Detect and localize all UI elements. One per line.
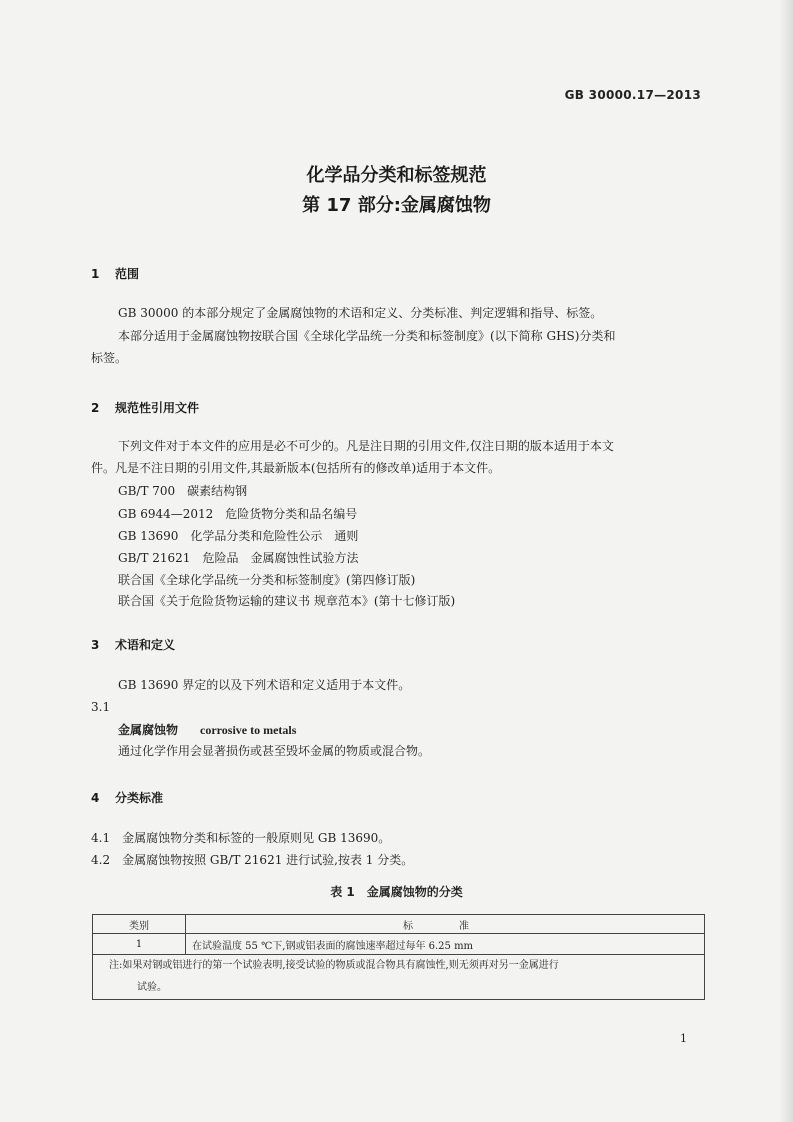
column-header-criterion: 标 准: [186, 915, 705, 934]
classification-table: [92, 914, 705, 1000]
table-header-row: [93, 915, 705, 934]
section-number: 2: [91, 401, 100, 415]
section-title: 分类标准: [115, 791, 164, 805]
paragraph: 本部分适用于金属腐蚀物按联合国《全球化学品统一分类和标签制度》(以下简称 GHS)分类和: [118, 329, 616, 343]
document-title: 化学品分类和标签规范: [306, 165, 487, 186]
reference-item: GB/T 21621 危险品 金属腐蚀性试验方法: [118, 551, 359, 565]
page-number: 1: [680, 1032, 687, 1045]
section-3-heading: [91, 636, 175, 653]
note-line: 试验。: [137, 982, 167, 993]
paragraph-continued: 标签。: [91, 351, 128, 365]
document-subtitle: 第 17 部分:金属腐蚀物: [302, 195, 491, 216]
paragraph: 下列文件对于本文件的应用是必不可少的。凡是注日期的引用文件,仅注日期的版本适用于本文: [118, 439, 614, 453]
section-number: 4: [91, 791, 100, 805]
table-note: [93, 955, 705, 1000]
section-2-heading: [91, 399, 199, 416]
table-caption: 表 1 金属腐蚀物的分类: [330, 885, 463, 899]
term-english: corrosive to metals: [200, 723, 297, 737]
reference-item: GB 6944—2012 危险货物分类和品名编号: [118, 507, 358, 521]
section-4-heading: [91, 789, 163, 806]
section-title: 术语和定义: [115, 638, 176, 652]
column-header-category: 类别: [93, 915, 186, 934]
section-number: 1: [91, 267, 100, 281]
reference-item: 联合国《关于危险货物运输的建议书 规章范本》(第十七修订版): [118, 594, 456, 608]
criterion-cell: 在试验温度 55 ℃下,钢或铝表面的腐蚀速率超过每年 6.25 mm: [186, 934, 705, 955]
category-cell: 1: [93, 934, 186, 955]
reference-item: GB/T 700 碳素结构钢: [118, 484, 248, 498]
table-note-row: [93, 955, 705, 1000]
subclause-number: 3.1: [91, 700, 111, 714]
clause: 4.1 金属腐蚀物分类和标签的一般原则见 GB 13690。: [91, 831, 391, 845]
section-title: 规范性引用文件: [115, 401, 200, 415]
term-entry: [118, 720, 296, 740]
reference-item: GB 13690 化学品分类和危险性公示 通则: [118, 529, 359, 543]
paragraph: GB 30000 的本部分规定了金属腐蚀物的术语和定义、分类标准、判定逻辑和指导、标签。: [118, 306, 603, 320]
paragraph-continued: 件。凡是不注日期的引用文件,其最新版本(包括所有的修改单)适用于本文件。: [91, 461, 501, 475]
section-1-heading: [91, 265, 139, 282]
standard-number: GB 30000.17—2013: [564, 88, 701, 102]
note-line: 注:如果对钢或铝进行的第一个试验表明,接受试验的物质或混合物具有腐蚀性,则无须再对另一金属进行: [109, 960, 559, 971]
paragraph: GB 13690 界定的以及下列术语和定义适用于本文件。: [118, 678, 411, 692]
reference-item: 联合国《全球化学品统一分类和标签制度》(第四修订版): [118, 573, 416, 587]
section-number: 3: [91, 638, 100, 652]
term-chinese: 金属腐蚀物: [118, 723, 179, 737]
clause: 4.2 金属腐蚀物按照 GB/T 21621 进行试验,按表 1 分类。: [91, 853, 414, 867]
section-title: 范围: [115, 267, 140, 281]
table-row: [93, 934, 705, 955]
term-definition: 通过化学作用会显著损伤或甚至毁坏金属的物质或混合物。: [118, 744, 431, 758]
